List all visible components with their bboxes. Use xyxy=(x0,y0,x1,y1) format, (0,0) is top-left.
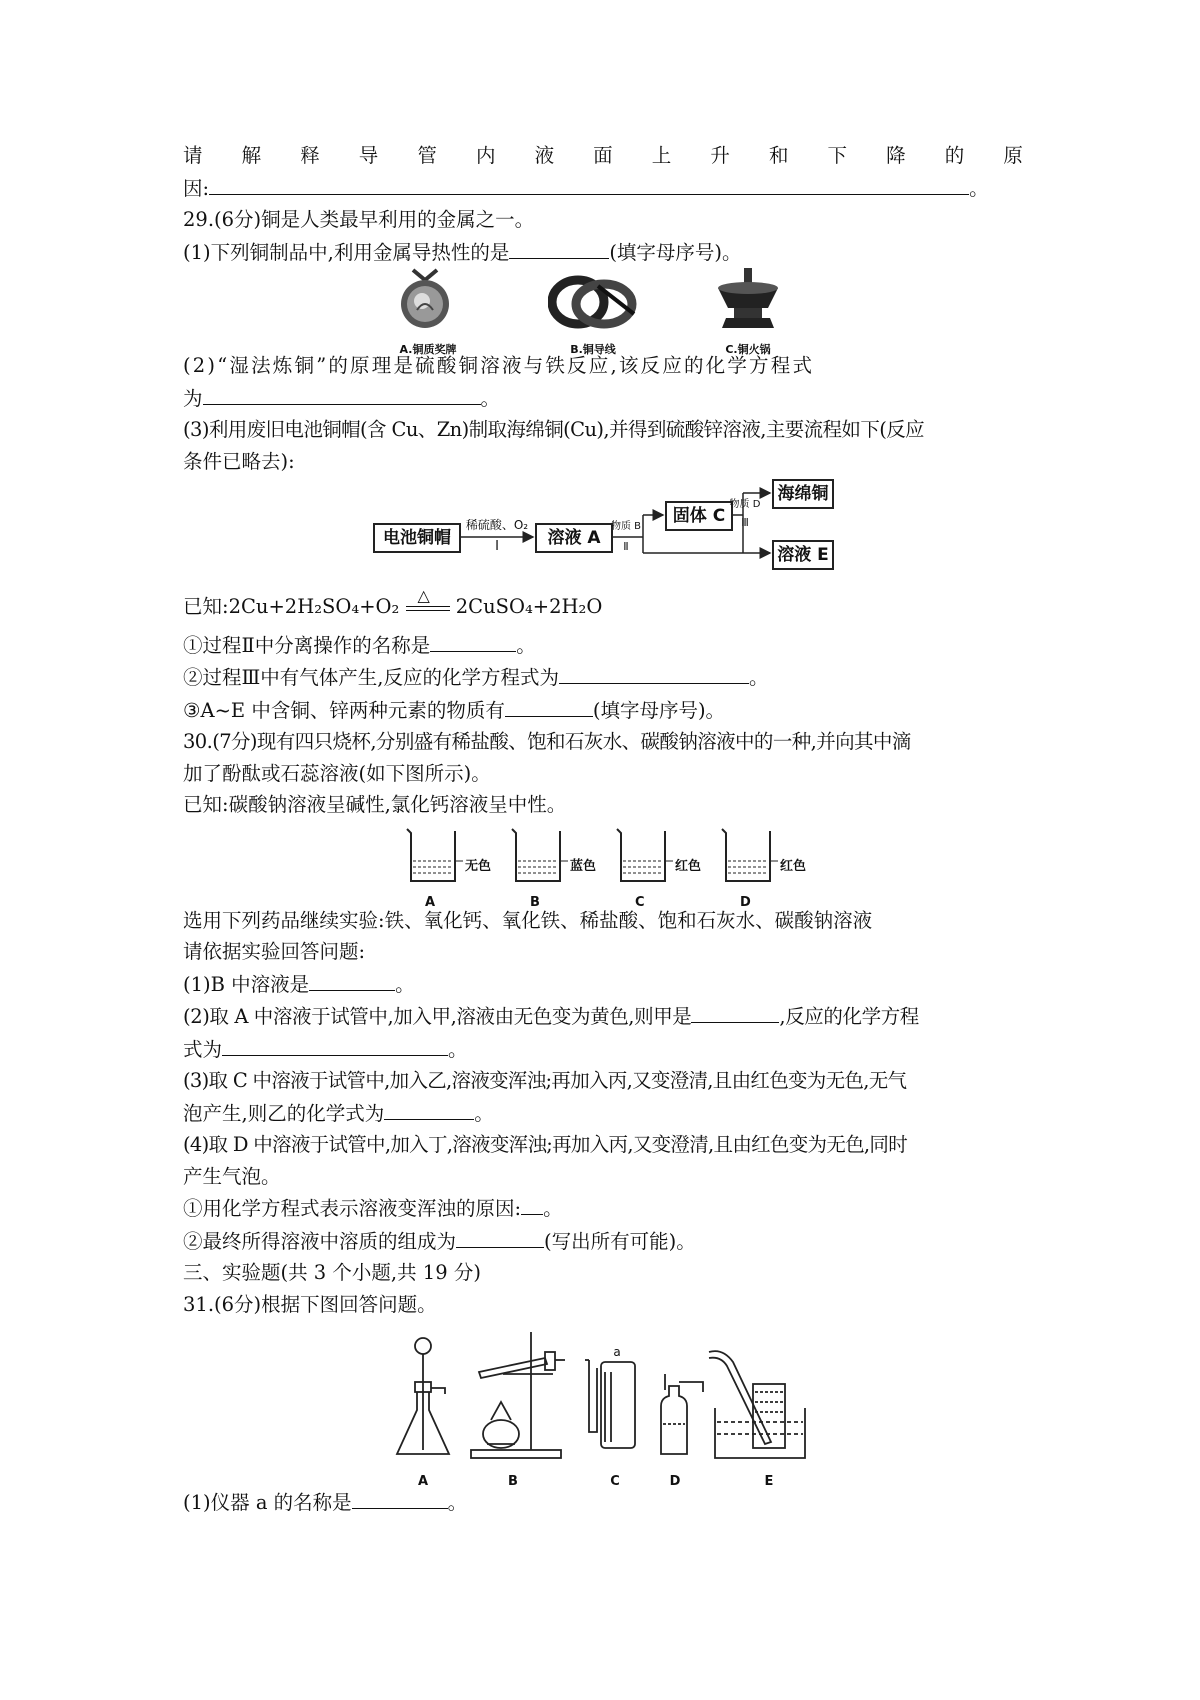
beaker-b xyxy=(508,827,608,910)
exam-page xyxy=(183,140,1023,1519)
q30-part2-text-after: ,反应的化学方程 xyxy=(779,1005,919,1028)
beaker-icon xyxy=(403,827,463,885)
q30-part3-line1: (3)取 C 中溶液于试管中,加入乙,溶液变浑浊;再加入丙,又变澄清,且由红色变为无色,无气 xyxy=(183,1069,907,1092)
process-flow-chart xyxy=(373,485,833,577)
q30-ask: 请依据实验回答问题: xyxy=(183,940,366,963)
section-3-heading: 三、实验题(共 3 个小题,共 19 分) xyxy=(183,1261,481,1284)
beaker-icon xyxy=(718,827,778,885)
beaker-d xyxy=(718,827,818,910)
intro-char: 液 xyxy=(534,144,555,167)
answer-blank[interactable] xyxy=(456,1225,544,1248)
intro-char: 请 xyxy=(183,144,203,167)
intro-end: 。 xyxy=(969,176,989,200)
q29-part2-line1: (2)“湿法炼铜”的原理是硫酸铜溶液与铁反应,该反应的化学方程式 xyxy=(183,354,815,377)
beaker-icon xyxy=(508,827,568,885)
intro-char: 释 xyxy=(300,144,320,167)
intro-line-1 xyxy=(183,140,1023,172)
q29-sub1-text: ①过程Ⅱ中分离操作的名称是 xyxy=(183,633,431,657)
answer-blank[interactable] xyxy=(209,172,969,195)
q29-part2-prefix: 为 xyxy=(183,386,203,410)
intro-char: 解 xyxy=(241,144,262,167)
q30-title-line1: 30.(7分)现有四只烧杯,分别盛有稀盐酸、饱和石灰水、碳酸钠溶液中的一种,并向其中滴 xyxy=(183,730,911,753)
intro-char: 的 xyxy=(944,144,965,167)
q30-part4-line2: 产生气泡。 xyxy=(183,1164,281,1188)
item-a-caption: A.铜质奖牌 xyxy=(399,343,457,356)
copper-medal-image xyxy=(395,268,455,330)
intro-char: 内 xyxy=(475,144,496,167)
beaker-color-label: 红色 xyxy=(675,858,702,874)
answer-blank[interactable] xyxy=(222,1033,448,1056)
instrument-a-label: a xyxy=(613,1345,621,1359)
equation-left: 2Cu+2H₂SO₄+O₂ xyxy=(228,595,400,618)
q29-part1-hint: (填字母序号)。 xyxy=(609,240,742,264)
q30-part2-text: (2)取 A 中溶液于试管中,加入甲,溶液由无色变为黄色,则甲是 xyxy=(183,1005,692,1028)
q29-sub1 xyxy=(183,629,1023,662)
flow-step1-reagent: 稀硫酸、O₂ xyxy=(465,518,529,532)
apparatus-b-heating xyxy=(471,1332,565,1458)
q29-part1 xyxy=(183,236,1023,269)
q30-part2-prefix: 式为 xyxy=(183,1037,223,1061)
copper-hotpot-image xyxy=(708,268,788,332)
q30-part1-text: (1)B 中溶液是 xyxy=(183,972,310,996)
apparatus-e-trough xyxy=(709,1351,805,1458)
flow-box-solution-a: 溶液 A xyxy=(535,523,613,553)
apparatus-d-bottle xyxy=(661,1374,703,1454)
answer-blank[interactable] xyxy=(691,1000,779,1023)
q29-sub2 xyxy=(183,661,1023,694)
equation-right: 2CuSO₄+2H₂O xyxy=(455,595,603,618)
beaker-color-label: 红色 xyxy=(780,858,807,874)
answer-blank[interactable] xyxy=(384,1097,474,1120)
beaker-letter: D xyxy=(740,894,751,910)
intro-char: 下 xyxy=(827,144,848,167)
beaker-icon xyxy=(613,827,673,885)
beaker-color-label: 无色 xyxy=(465,858,492,874)
q29-sub3-text: ③A~E 中含铜、锌两种元素的物质有 xyxy=(183,698,505,722)
item-c-caption: C.铜火锅 xyxy=(725,343,771,356)
answer-blank[interactable] xyxy=(430,629,516,652)
intro-char: 和 xyxy=(768,144,789,167)
flow-box-sponge-copper: 海绵铜 xyxy=(772,479,834,509)
answer-blank[interactable] xyxy=(505,694,593,717)
intro-prefix: 因: xyxy=(183,176,210,200)
q30-part1-end: 。 xyxy=(395,972,415,996)
q30-part3-text: 泡产生,则乙的化学式为 xyxy=(183,1101,385,1125)
q29-sub3 xyxy=(183,694,1023,727)
q30-sub1 xyxy=(183,1192,1023,1225)
beaker-c xyxy=(613,827,713,910)
q29-title: 29.(6分)铜是人类最早利用的金属之一。 xyxy=(183,208,535,231)
intro-char: 管 xyxy=(417,144,437,167)
intro-line-2 xyxy=(183,172,1023,205)
q30-sub2-end: (写出所有可能)。 xyxy=(544,1229,696,1253)
q29-sub1-end: 。 xyxy=(516,633,536,657)
apparatus-c-bottle xyxy=(585,1360,635,1448)
q30-part4-line1: (4)取 D 中溶液于试管中,加入丁,溶液变浑浊;再加入丙,又变澄清,且由红色变为无色,同时 xyxy=(183,1133,908,1156)
apparatus-e-caption: E xyxy=(764,1474,774,1489)
q30-part1 xyxy=(183,968,1023,1001)
q30-sub2 xyxy=(183,1225,1023,1258)
copper-products-figure xyxy=(383,268,823,356)
flow-step3-reagent: 物质 D xyxy=(729,499,761,510)
triangle-icon: △ xyxy=(417,585,430,605)
q30-part3-line2 xyxy=(183,1097,1023,1130)
answer-blank[interactable] xyxy=(352,1486,448,1509)
apparatus-c-caption: C xyxy=(610,1474,620,1489)
answer-blank[interactable] xyxy=(509,236,609,259)
apparatus-b-caption: B xyxy=(508,1474,518,1489)
intro-char: 导 xyxy=(358,144,379,167)
q30-title-line2: 加了酚酞或石蕊溶液(如下图所示)。 xyxy=(183,761,491,785)
copper-wire-image xyxy=(548,274,638,332)
q31-part1 xyxy=(183,1486,1023,1519)
beaker-letter: C xyxy=(635,894,645,910)
q29-part2-line2 xyxy=(183,382,1023,415)
answer-blank[interactable] xyxy=(203,382,481,405)
q29-part3-line2: 条件已略去): xyxy=(183,449,295,473)
answer-blank[interactable] xyxy=(559,661,749,684)
flow-step3-label: Ⅲ xyxy=(741,516,749,529)
apparatus-a-flask xyxy=(397,1338,449,1454)
flow-step1-label: Ⅰ xyxy=(495,539,499,554)
intro-char: 原 xyxy=(1003,144,1023,167)
known-prefix: 已知: xyxy=(183,595,229,618)
beaker-letter: B xyxy=(530,894,540,910)
q29-sub2-end: 。 xyxy=(749,666,769,689)
q29-known-equation xyxy=(183,585,1023,623)
q29-sub2-text: ②过程Ⅲ中有气体产生,反应的化学方程式为 xyxy=(183,666,560,689)
flow-step2-label: Ⅱ xyxy=(623,540,629,553)
intro-char: 降 xyxy=(886,144,906,167)
q29-sub3-end: (填字母序号)。 xyxy=(592,698,726,722)
q29-part1-text: (1)下列铜制品中,利用金属导热性的是 xyxy=(183,240,510,264)
item-b-caption: B.铜导线 xyxy=(570,343,616,356)
q31-title: 31.(6分)根据下图回答问题。 xyxy=(183,1292,437,1316)
q30-sub1-text: ①用化学方程式表示溶液变浑浊的原因: xyxy=(183,1197,522,1220)
flow-step2-reagent: 物质 B xyxy=(610,521,642,532)
flow-box-battery-cap: 电池铜帽 xyxy=(373,523,461,553)
q30-known: 已知:碳酸钠溶液呈碱性,氯化钙溶液呈中性。 xyxy=(183,793,567,816)
flow-box-solution-e: 溶液 E xyxy=(772,540,834,570)
beaker-letter: A xyxy=(425,894,436,910)
flow-box-solid-c: 固体 C xyxy=(665,501,733,531)
q30-sub2-text: ②最终所得溶液中溶质的组成为 xyxy=(183,1229,457,1253)
intro-char: 面 xyxy=(593,144,613,167)
beaker-a xyxy=(403,827,503,910)
q30-reagents: 选用下列药品继续实验:铁、氧化钙、氧化铁、稀盐酸、饱和石灰水、碳酸钠溶液 xyxy=(183,908,873,932)
q29-part3-line1: (3)利用废旧电池铜帽(含 Cu、Zn)制取海绵铜(Cu),并得到硫酸锌溶液,主要流程如下(反应 xyxy=(183,418,925,441)
q30-part3-end: 。 xyxy=(474,1101,494,1125)
beaker-color-label: 蓝色 xyxy=(570,858,597,874)
q29-part2-end: 。 xyxy=(480,386,501,410)
q30-part2-end: 。 xyxy=(448,1037,468,1061)
intro-char: 上 xyxy=(651,144,672,167)
q30-part2-line1 xyxy=(183,1000,1023,1033)
apparatus-drawing xyxy=(393,1332,813,1482)
q30-sub1-end: 。 xyxy=(543,1197,563,1220)
answer-blank[interactable] xyxy=(309,968,395,991)
beakers-figure xyxy=(403,827,807,910)
apparatus-a-caption: A xyxy=(417,1474,429,1489)
answer-blank[interactable] xyxy=(521,1192,543,1215)
q31-part1-end: 。 xyxy=(447,1491,468,1514)
apparatus-d-caption: D xyxy=(669,1474,681,1489)
intro-char: 升 xyxy=(710,144,730,167)
q30-part2-line2 xyxy=(183,1033,1023,1066)
apparatus-figure xyxy=(393,1332,813,1489)
q31-part1-text: (1)仪器 a 的名称是 xyxy=(183,1491,352,1514)
heat-condition xyxy=(406,585,450,618)
